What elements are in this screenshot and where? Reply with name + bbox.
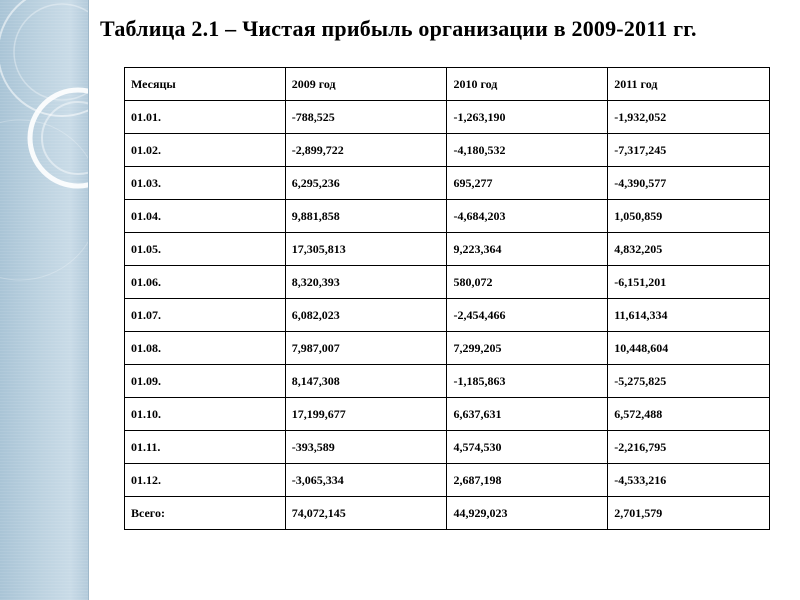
header-2009: 2009 год [285, 68, 447, 101]
table-row [125, 266, 770, 299]
cell-month: 01.09. [125, 365, 286, 398]
cell-month: 01.05. [125, 233, 286, 266]
cell-2009: 8,147,308 [285, 365, 447, 398]
cell-2009: -788,525 [285, 101, 447, 134]
cell-2011: -2,216,795 [608, 431, 770, 464]
cell-month: 01.07. [125, 299, 286, 332]
cell-2010: -4,684,203 [447, 200, 608, 233]
cell-month: 01.06. [125, 266, 286, 299]
cell-month: 01.12. [125, 464, 286, 497]
ring-inner [14, 4, 88, 100]
net-profit-table [124, 67, 770, 530]
slide-title: Таблица 2.1 – Чистая прибыль организации в 2009-2011 гг. [100, 16, 697, 41]
cell-2011: -4,533,216 [608, 464, 770, 497]
table-row [125, 299, 770, 332]
cell-total-2011: 2,701,579 [608, 497, 770, 530]
cell-2009: -393,589 [285, 431, 447, 464]
cell-2009: 9,881,858 [285, 200, 447, 233]
cell-2011: 10,448,604 [608, 332, 770, 365]
table-header-row [125, 68, 770, 101]
cell-2010: 2,687,198 [447, 464, 608, 497]
cell-2011: 6,572,488 [608, 398, 770, 431]
table-row [125, 233, 770, 266]
header-2010: 2010 год [447, 68, 608, 101]
cell-2011: -7,317,245 [608, 134, 770, 167]
cell-total-2010: 44,929,023 [447, 497, 608, 530]
cell-2011: 11,614,334 [608, 299, 770, 332]
table-row [125, 200, 770, 233]
cell-2010: 7,299,205 [447, 332, 608, 365]
cell-2010: -2,454,466 [447, 299, 608, 332]
cell-2009: 17,305,813 [285, 233, 447, 266]
cell-2010: 695,277 [447, 167, 608, 200]
cell-total-2009: 74,072,145 [285, 497, 447, 530]
cell-2010: -1,263,190 [447, 101, 608, 134]
cell-month: 01.11. [125, 431, 286, 464]
ring-bold [30, 90, 88, 186]
cell-month: 01.04. [125, 200, 286, 233]
side-decor-panel [0, 0, 89, 600]
header-2011: 2011 год [608, 68, 770, 101]
cell-2009: 17,199,677 [285, 398, 447, 431]
cell-2011: -6,151,201 [608, 266, 770, 299]
cell-2011: -5,275,825 [608, 365, 770, 398]
cell-2009: 6,082,023 [285, 299, 447, 332]
table-row [125, 332, 770, 365]
cell-2011: 4,832,205 [608, 233, 770, 266]
ring-faint [0, 120, 88, 280]
cell-2009: -3,065,334 [285, 464, 447, 497]
cell-month: 01.01. [125, 101, 286, 134]
cell-2011: 1,050,859 [608, 200, 770, 233]
table-row [125, 101, 770, 134]
cell-2009: 8,320,393 [285, 266, 447, 299]
cell-2010: 6,637,631 [447, 398, 608, 431]
cell-2009: 6,295,236 [285, 167, 447, 200]
cell-2010: 4,574,530 [447, 431, 608, 464]
cell-2011: -4,390,577 [608, 167, 770, 200]
table-row [125, 431, 770, 464]
concentric-rings-decoration [0, 0, 88, 600]
cell-month: 01.08. [125, 332, 286, 365]
cell-month: 01.10. [125, 398, 286, 431]
cell-2009: -2,899,722 [285, 134, 447, 167]
table-row [125, 398, 770, 431]
cell-2010: 580,072 [447, 266, 608, 299]
cell-2010: -1,185,863 [447, 365, 608, 398]
cell-2011: -1,932,052 [608, 101, 770, 134]
header-months: Месяцы [125, 68, 286, 101]
cell-month: 01.03. [125, 167, 286, 200]
cell-2010: -4,180,532 [447, 134, 608, 167]
table-total-row [125, 497, 770, 530]
table-row [125, 134, 770, 167]
table-row [125, 464, 770, 497]
cell-2009: 7,987,007 [285, 332, 447, 365]
table-row [125, 167, 770, 200]
cell-month: 01.02. [125, 134, 286, 167]
cell-total-label: Всего: [125, 497, 286, 530]
cell-2010: 9,223,364 [447, 233, 608, 266]
table-row [125, 365, 770, 398]
